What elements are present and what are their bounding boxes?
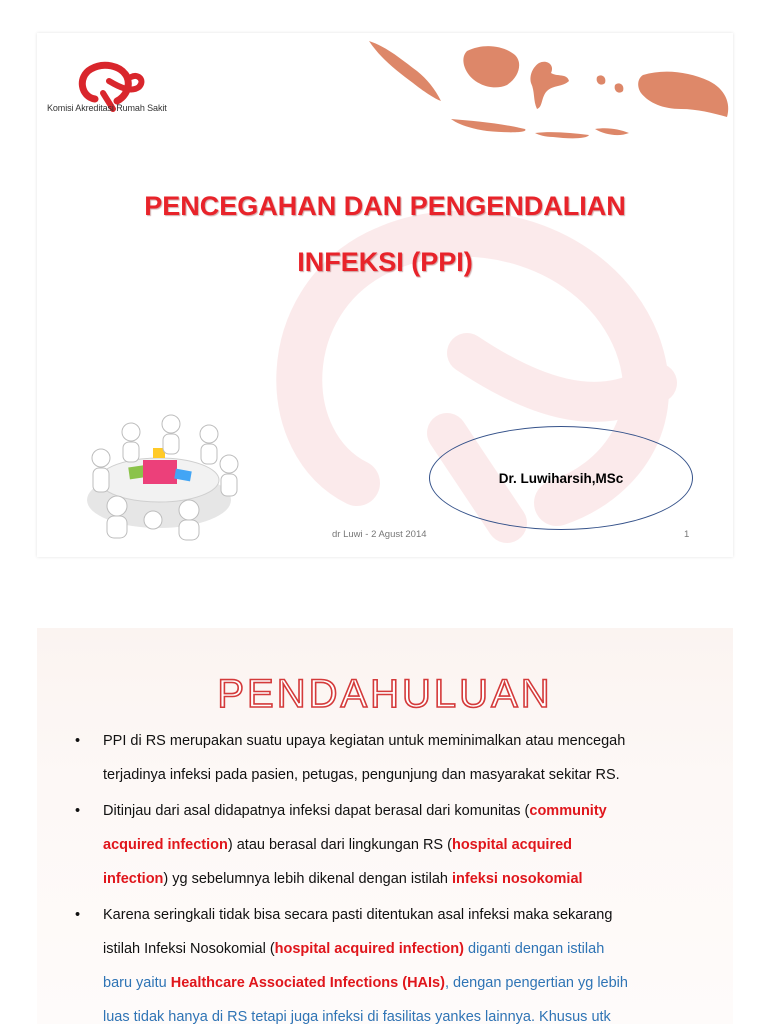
bullet-list <box>75 724 715 1024</box>
slide-page-number: 1 <box>684 529 690 540</box>
kars-logo-icon <box>47 47 187 137</box>
introduction-slide <box>37 628 733 1024</box>
indonesia-map-icon <box>357 33 733 143</box>
slide-title <box>37 178 733 290</box>
list-item: • Karena seringkali tidak bisa secara pasti ditentukan asal infeksi maka sekarang istilah Infeksi Nosokomial (hospital acquired infection) diganti dengan istilah baru yaitu Healthcare Associated Infections (HAIs), dengan pengertian yg lebih luas tidak hanya di RS tetapi juga infeksi di fasilitas yankes lainnya. Khusus utk <box>75 898 715 1024</box>
author-oval <box>429 426 693 530</box>
author-name: Dr. Luwiharsih,MSc <box>498 470 624 486</box>
slide-footer: dr Luwi - 2 Agust 2014 <box>332 529 427 540</box>
meeting-table-illustration-icon <box>71 408 247 543</box>
slide-title-line1: PENCEGAHAN DAN PENGENDALIAN <box>144 191 626 221</box>
slide-header <box>37 33 733 143</box>
section-title: PENDAHULUAN <box>217 672 553 716</box>
logo-caption: Komisi Akreditasi Rumah Sakit <box>47 103 167 113</box>
list-item: • PPI di RS merupakan suatu upaya kegiatan untuk meminimalkan atau mencegah terjadinya infeksi pada pasien, petugas, pengunjung dan masyarakat sekitar RS. <box>75 724 715 792</box>
list-item: • Ditinjau dari asal didapatnya infeksi dapat berasal dari komunitas (community acquired infection) atau berasal dari lingkungan RS (hospital acquired infection) yg sebelumnya lebih dikenal dengan istilah infeksi nosokomial <box>75 794 715 896</box>
title-slide <box>37 33 733 557</box>
slide-title-line2: INFEKSI (PPI) <box>297 247 473 277</box>
